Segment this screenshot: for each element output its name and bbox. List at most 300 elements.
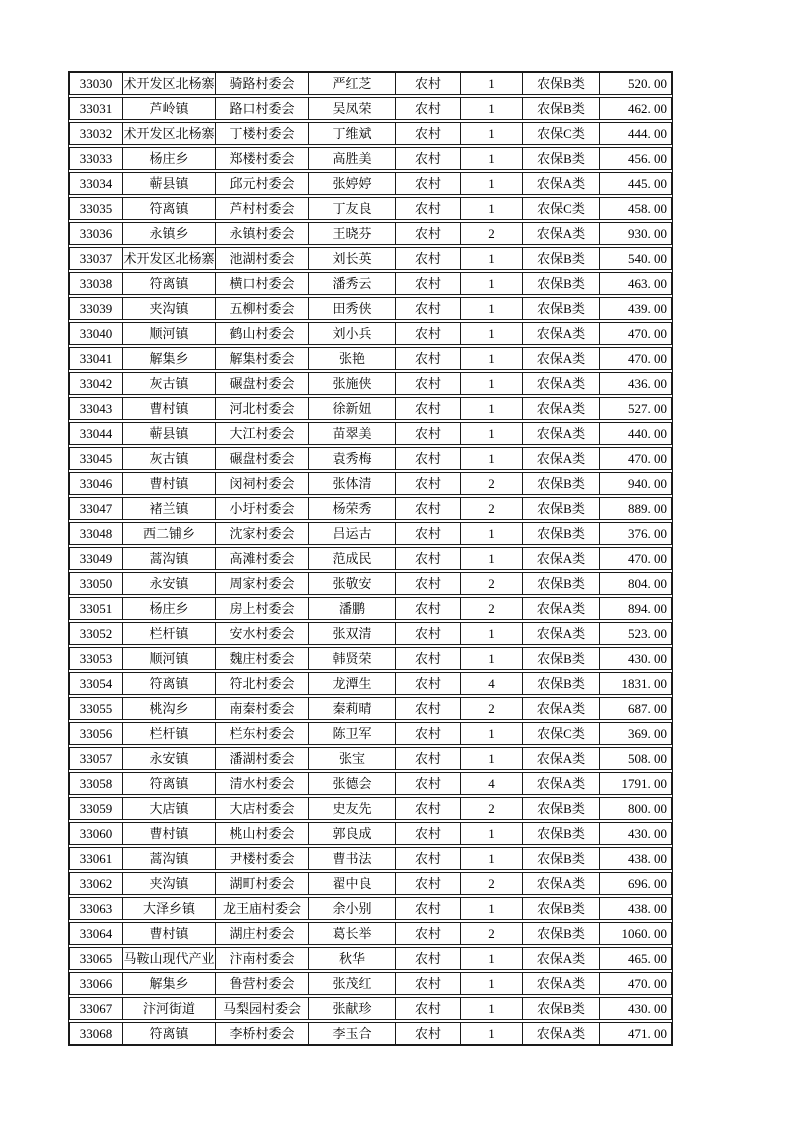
table-row xyxy=(69,297,672,320)
cell-village-committee: 李桥村委会 xyxy=(216,1023,309,1044)
cell-person-name: 张艳 xyxy=(309,348,396,369)
cell-village-committee: 解集村委会 xyxy=(216,348,309,369)
cell-residence-type: 农村 xyxy=(396,698,461,719)
cell-person-name: 刘长英 xyxy=(309,248,396,269)
table-row xyxy=(69,97,672,120)
cell-person-name: 丁维斌 xyxy=(309,123,396,144)
cell-residence-type: 农村 xyxy=(396,323,461,344)
table-row xyxy=(69,672,672,695)
table-row xyxy=(69,647,672,670)
cell-insurance-category: 农保A类 xyxy=(523,773,600,794)
cell-amount: 520. 00 xyxy=(628,76,667,91)
cell-person-name: 翟中良 xyxy=(309,873,396,894)
cell-person-name: 龙潭生 xyxy=(309,673,396,694)
cell-village-committee: 沈家村委会 xyxy=(216,523,309,544)
cell-residence-type: 农村 xyxy=(396,973,461,994)
cell-insurance-category: 农保B类 xyxy=(523,473,600,494)
cell-person-count: 2 xyxy=(461,498,523,519)
cell-insurance-category: 农保B类 xyxy=(523,248,600,269)
cell-record-id: 33050 xyxy=(70,573,123,594)
cell-town: 杨庄乡 xyxy=(123,598,216,619)
cell-village-committee: 符北村委会 xyxy=(216,673,309,694)
cell-person-name: 杨荣秀 xyxy=(309,498,396,519)
cell-amount: 456. 00 xyxy=(628,151,667,166)
cell-person-count: 1 xyxy=(461,373,523,394)
cell-insurance-category: 农保B类 xyxy=(523,898,600,919)
cell-village-committee: 路口村委会 xyxy=(216,98,309,119)
cell-person-count: 1 xyxy=(461,948,523,969)
cell-person-name: 严红芝 xyxy=(309,73,396,94)
cell-record-id: 33039 xyxy=(70,298,123,319)
cell-record-id: 33059 xyxy=(70,798,123,819)
cell-person-name: 张施侠 xyxy=(309,373,396,394)
cell-residence-type: 农村 xyxy=(396,448,461,469)
cell-person-count: 4 xyxy=(461,673,523,694)
cell-person-count: 1 xyxy=(461,248,523,269)
cell-village-committee: 大店村委会 xyxy=(216,798,309,819)
cell-record-id: 33051 xyxy=(70,598,123,619)
table-row xyxy=(69,522,672,545)
cell-amount: 438. 00 xyxy=(628,851,667,866)
cell-town: 芦岭镇 xyxy=(123,98,216,119)
cell-insurance-category: 农保A类 xyxy=(523,698,600,719)
cell-residence-type: 农村 xyxy=(396,248,461,269)
cell-record-id: 33062 xyxy=(70,873,123,894)
cell-record-id: 33052 xyxy=(70,623,123,644)
cell-village-committee: 河北村委会 xyxy=(216,398,309,419)
cell-record-id: 33045 xyxy=(70,448,123,469)
cell-town: 桃沟乡 xyxy=(123,698,216,719)
cell-person-name: 潘鹏 xyxy=(309,598,396,619)
cell-amount: 471. 00 xyxy=(628,1026,667,1041)
cell-insurance-category: 农保B类 xyxy=(523,998,600,1019)
cell-village-committee: 清水村委会 xyxy=(216,773,309,794)
cell-village-committee: 潘湖村委会 xyxy=(216,748,309,769)
cell-residence-type: 农村 xyxy=(396,273,461,294)
cell-residence-type: 农村 xyxy=(396,223,461,244)
table-row xyxy=(69,622,672,645)
cell-person-count: 2 xyxy=(461,223,523,244)
table-row xyxy=(69,847,672,870)
cell-record-id: 33044 xyxy=(70,423,123,444)
table-row xyxy=(69,972,672,995)
cell-village-committee: 龙王庙村委会 xyxy=(216,898,309,919)
cell-village-committee: 芦村村委会 xyxy=(216,198,309,219)
table-row xyxy=(69,822,672,845)
cell-town: 蒿沟镇 xyxy=(123,548,216,569)
cell-residence-type: 农村 xyxy=(396,798,461,819)
cell-person-name: 袁秀梅 xyxy=(309,448,396,469)
cell-residence-type: 农村 xyxy=(396,923,461,944)
cell-amount: 523. 00 xyxy=(628,626,667,641)
cell-person-count: 2 xyxy=(461,923,523,944)
cell-insurance-category: 农保B类 xyxy=(523,298,600,319)
cell-insurance-category: 农保B类 xyxy=(523,273,600,294)
cell-record-id: 33033 xyxy=(70,148,123,169)
cell-amount: 439. 00 xyxy=(628,301,667,316)
cell-person-name: 秋华 xyxy=(309,948,396,969)
cell-record-id: 33035 xyxy=(70,198,123,219)
cell-town: 大店镇 xyxy=(123,798,216,819)
cell-residence-type: 农村 xyxy=(396,723,461,744)
cell-record-id: 33040 xyxy=(70,323,123,344)
cell-town: 解集乡 xyxy=(123,973,216,994)
cell-village-committee: 郑楼村委会 xyxy=(216,148,309,169)
cell-insurance-category: 农保C类 xyxy=(523,198,600,219)
cell-amount: 1831. 00 xyxy=(621,676,667,691)
cell-village-committee: 碾盘村委会 xyxy=(216,373,309,394)
cell-residence-type: 农村 xyxy=(396,348,461,369)
cell-town: 符离镇 xyxy=(123,273,216,294)
table-row xyxy=(69,947,672,970)
cell-person-name: 王晓芬 xyxy=(309,223,396,244)
table-row xyxy=(69,547,672,570)
table-row xyxy=(69,472,672,495)
cell-person-count: 1 xyxy=(461,848,523,869)
cell-residence-type: 农村 xyxy=(396,873,461,894)
cell-record-id: 33031 xyxy=(70,98,123,119)
cell-amount: 438. 00 xyxy=(628,901,667,916)
cell-town: 西二铺乡 xyxy=(123,523,216,544)
cell-amount: 470. 00 xyxy=(628,451,667,466)
cell-town: 灰古镇 xyxy=(123,448,216,469)
cell-record-id: 33034 xyxy=(70,173,123,194)
cell-record-id: 33032 xyxy=(70,123,123,144)
cell-town: 蕲县镇 xyxy=(123,423,216,444)
cell-record-id: 33030 xyxy=(70,73,123,94)
cell-amount: 458. 00 xyxy=(628,201,667,216)
cell-residence-type: 农村 xyxy=(396,198,461,219)
cell-residence-type: 农村 xyxy=(396,498,461,519)
cell-person-count: 1 xyxy=(461,323,523,344)
cell-insurance-category: 农保B类 xyxy=(523,673,600,694)
cell-person-count: 1 xyxy=(461,73,523,94)
cell-amount: 369. 00 xyxy=(628,726,667,741)
cell-residence-type: 农村 xyxy=(396,298,461,319)
cell-record-id: 33048 xyxy=(70,523,123,544)
cell-person-name: 苗翠美 xyxy=(309,423,396,444)
cell-residence-type: 农村 xyxy=(396,948,461,969)
cell-insurance-category: 农保A类 xyxy=(523,173,600,194)
cell-village-committee: 骑路村委会 xyxy=(216,73,309,94)
cell-village-committee: 房上村委会 xyxy=(216,598,309,619)
cell-person-name: 张婷婷 xyxy=(309,173,396,194)
cell-town: 顺河镇 xyxy=(123,323,216,344)
cell-insurance-category: 农保A类 xyxy=(523,348,600,369)
cell-insurance-category: 农保B类 xyxy=(523,523,600,544)
cell-town: 曹村镇 xyxy=(123,473,216,494)
cell-town: 曹村镇 xyxy=(123,923,216,944)
table-row xyxy=(69,72,672,95)
cell-amount: 376. 00 xyxy=(628,526,667,541)
cell-amount: 470. 00 xyxy=(628,976,667,991)
cell-residence-type: 农村 xyxy=(396,173,461,194)
cell-person-count: 2 xyxy=(461,598,523,619)
table-row xyxy=(69,197,672,220)
cell-amount: 1060. 00 xyxy=(621,926,667,941)
cell-village-committee: 周家村委会 xyxy=(216,573,309,594)
cell-person-count: 1 xyxy=(461,198,523,219)
cell-village-committee: 马梨园村委会 xyxy=(216,998,309,1019)
cell-insurance-category: 农保B类 xyxy=(523,798,600,819)
cell-village-committee: 安水村委会 xyxy=(216,623,309,644)
cell-town: 顺河镇 xyxy=(123,648,216,669)
cell-amount: 800. 00 xyxy=(628,801,667,816)
cell-amount: 444. 00 xyxy=(628,126,667,141)
cell-insurance-category: 农保C类 xyxy=(523,123,600,144)
cell-record-id: 33042 xyxy=(70,373,123,394)
cell-town: 马鞍山现代产业 xyxy=(123,948,216,969)
table-row xyxy=(69,322,672,345)
cell-person-count: 1 xyxy=(461,623,523,644)
table-row xyxy=(69,747,672,770)
cell-town: 符离镇 xyxy=(123,1023,216,1044)
cell-insurance-category: 农保A类 xyxy=(523,623,600,644)
cell-residence-type: 农村 xyxy=(396,123,461,144)
cell-residence-type: 农村 xyxy=(396,848,461,869)
cell-village-committee: 南秦村委会 xyxy=(216,698,309,719)
cell-person-count: 1 xyxy=(461,398,523,419)
cell-residence-type: 农村 xyxy=(396,473,461,494)
table-row xyxy=(69,122,672,145)
cell-person-name: 潘秀云 xyxy=(309,273,396,294)
cell-residence-type: 农村 xyxy=(396,823,461,844)
cell-village-committee: 魏庄村委会 xyxy=(216,648,309,669)
cell-record-id: 33065 xyxy=(70,948,123,969)
cell-record-id: 33060 xyxy=(70,823,123,844)
cell-record-id: 33038 xyxy=(70,273,123,294)
cell-record-id: 33054 xyxy=(70,673,123,694)
cell-village-committee: 横口村委会 xyxy=(216,273,309,294)
table-row xyxy=(69,697,672,720)
cell-amount: 430. 00 xyxy=(628,826,667,841)
cell-town: 杨庄乡 xyxy=(123,148,216,169)
cell-insurance-category: 农保B类 xyxy=(523,848,600,869)
cell-insurance-category: 农保A类 xyxy=(523,748,600,769)
cell-person-count: 4 xyxy=(461,773,523,794)
cell-person-name: 张体清 xyxy=(309,473,396,494)
cell-person-name: 张献珍 xyxy=(309,998,396,1019)
cell-town: 解集乡 xyxy=(123,348,216,369)
cell-town: 栏杆镇 xyxy=(123,623,216,644)
cell-insurance-category: 农保B类 xyxy=(523,498,600,519)
table-row xyxy=(69,447,672,470)
cell-insurance-category: 农保A类 xyxy=(523,1023,600,1044)
cell-person-name: 范成民 xyxy=(309,548,396,569)
table-row xyxy=(69,997,672,1020)
table-row xyxy=(69,572,672,595)
cell-amount: 440. 00 xyxy=(628,426,667,441)
cell-insurance-category: 农保A类 xyxy=(523,223,600,244)
table-row xyxy=(69,172,672,195)
cell-town: 术开发区北杨寨 xyxy=(123,123,216,144)
table-row xyxy=(69,897,672,920)
cell-town: 夹沟镇 xyxy=(123,298,216,319)
cell-insurance-category: 农保A类 xyxy=(523,373,600,394)
cell-person-count: 1 xyxy=(461,448,523,469)
table-row xyxy=(69,722,672,745)
cell-amount: 508. 00 xyxy=(628,751,667,766)
cell-insurance-category: 农保A类 xyxy=(523,873,600,894)
cell-person-name: 李玉合 xyxy=(309,1023,396,1044)
cell-village-committee: 永镇村委会 xyxy=(216,223,309,244)
records-table xyxy=(68,71,673,1046)
cell-person-name: 韩贤荣 xyxy=(309,648,396,669)
cell-amount: 463. 00 xyxy=(628,276,667,291)
cell-person-count: 1 xyxy=(461,148,523,169)
cell-person-count: 2 xyxy=(461,873,523,894)
cell-insurance-category: 农保B类 xyxy=(523,98,600,119)
cell-person-name: 高胜美 xyxy=(309,148,396,169)
cell-record-id: 33055 xyxy=(70,698,123,719)
cell-person-name: 张敬安 xyxy=(309,573,396,594)
cell-record-id: 33057 xyxy=(70,748,123,769)
cell-town: 栏杆镇 xyxy=(123,723,216,744)
cell-person-count: 1 xyxy=(461,1023,523,1044)
cell-insurance-category: 农保B类 xyxy=(523,148,600,169)
cell-person-count: 1 xyxy=(461,823,523,844)
cell-amount: 470. 00 xyxy=(628,551,667,566)
table-row xyxy=(69,422,672,445)
cell-person-count: 1 xyxy=(461,273,523,294)
cell-person-count: 1 xyxy=(461,423,523,444)
cell-record-id: 33061 xyxy=(70,848,123,869)
cell-person-count: 1 xyxy=(461,723,523,744)
cell-person-name: 张双清 xyxy=(309,623,396,644)
cell-amount: 687. 00 xyxy=(628,701,667,716)
cell-town: 褚兰镇 xyxy=(123,498,216,519)
cell-insurance-category: 农保A类 xyxy=(523,548,600,569)
cell-residence-type: 农村 xyxy=(396,623,461,644)
cell-amount: 470. 00 xyxy=(628,351,667,366)
cell-person-count: 1 xyxy=(461,298,523,319)
cell-person-name: 史友先 xyxy=(309,798,396,819)
cell-insurance-category: 农保B类 xyxy=(523,648,600,669)
cell-person-name: 吕运古 xyxy=(309,523,396,544)
cell-town: 曹村镇 xyxy=(123,823,216,844)
cell-town: 永安镇 xyxy=(123,748,216,769)
cell-person-count: 1 xyxy=(461,348,523,369)
cell-town: 蕲县镇 xyxy=(123,173,216,194)
table-row xyxy=(69,372,672,395)
cell-residence-type: 农村 xyxy=(396,73,461,94)
cell-village-committee: 鹤山村委会 xyxy=(216,323,309,344)
cell-town: 大泽乡镇 xyxy=(123,898,216,919)
cell-amount: 465. 00 xyxy=(628,951,667,966)
cell-person-count: 2 xyxy=(461,573,523,594)
table-row xyxy=(69,597,672,620)
cell-amount: 889. 00 xyxy=(628,501,667,516)
cell-record-id: 33047 xyxy=(70,498,123,519)
cell-village-committee: 尹楼村委会 xyxy=(216,848,309,869)
cell-town: 符离镇 xyxy=(123,773,216,794)
cell-town: 蒿沟镇 xyxy=(123,848,216,869)
cell-record-id: 33053 xyxy=(70,648,123,669)
cell-amount: 804. 00 xyxy=(628,576,667,591)
table-row xyxy=(69,772,672,795)
cell-insurance-category: 农保B类 xyxy=(523,823,600,844)
cell-insurance-category: 农保B类 xyxy=(523,73,600,94)
cell-amount: 527. 00 xyxy=(628,401,667,416)
cell-person-count: 1 xyxy=(461,98,523,119)
cell-person-name: 秦莉晴 xyxy=(309,698,396,719)
table-row xyxy=(69,872,672,895)
cell-village-committee: 栏东村委会 xyxy=(216,723,309,744)
cell-village-committee: 汴南村委会 xyxy=(216,948,309,969)
table-row xyxy=(69,1022,672,1045)
cell-town: 曹村镇 xyxy=(123,398,216,419)
table-row xyxy=(69,272,672,295)
cell-village-committee: 湖庄村委会 xyxy=(216,923,309,944)
cell-person-count: 1 xyxy=(461,973,523,994)
table-row xyxy=(69,397,672,420)
cell-person-count: 1 xyxy=(461,748,523,769)
cell-amount: 445. 00 xyxy=(628,176,667,191)
cell-person-name: 田秀侠 xyxy=(309,298,396,319)
cell-residence-type: 农村 xyxy=(396,373,461,394)
cell-town: 永安镇 xyxy=(123,573,216,594)
cell-insurance-category: 农保A类 xyxy=(523,973,600,994)
cell-person-name: 曹书法 xyxy=(309,848,396,869)
cell-village-committee: 桃山村委会 xyxy=(216,823,309,844)
cell-person-name: 张德会 xyxy=(309,773,396,794)
cell-person-count: 1 xyxy=(461,648,523,669)
cell-record-id: 33058 xyxy=(70,773,123,794)
cell-amount: 1791. 00 xyxy=(621,776,667,791)
cell-insurance-category: 农保A类 xyxy=(523,323,600,344)
cell-amount: 430. 00 xyxy=(628,651,667,666)
cell-residence-type: 农村 xyxy=(396,148,461,169)
cell-insurance-category: 农保C类 xyxy=(523,723,600,744)
cell-person-name: 陈卫军 xyxy=(309,723,396,744)
cell-residence-type: 农村 xyxy=(396,98,461,119)
cell-residence-type: 农村 xyxy=(396,998,461,1019)
table-row xyxy=(69,922,672,945)
cell-person-count: 1 xyxy=(461,123,523,144)
cell-person-count: 1 xyxy=(461,523,523,544)
cell-person-count: 1 xyxy=(461,898,523,919)
cell-amount: 430. 00 xyxy=(628,1001,667,1016)
cell-record-id: 33064 xyxy=(70,923,123,944)
cell-village-committee: 碾盘村委会 xyxy=(216,448,309,469)
cell-residence-type: 农村 xyxy=(396,548,461,569)
cell-village-committee: 五柳村委会 xyxy=(216,298,309,319)
cell-amount: 462. 00 xyxy=(628,101,667,116)
cell-residence-type: 农村 xyxy=(396,773,461,794)
cell-insurance-category: 农保B类 xyxy=(523,923,600,944)
cell-record-id: 33063 xyxy=(70,898,123,919)
table-row xyxy=(69,347,672,370)
cell-village-committee: 湖町村委会 xyxy=(216,873,309,894)
table-row xyxy=(69,147,672,170)
table-row xyxy=(69,247,672,270)
cell-town: 夹沟镇 xyxy=(123,873,216,894)
cell-person-name: 丁友良 xyxy=(309,198,396,219)
cell-person-name: 吴凤荣 xyxy=(309,98,396,119)
cell-record-id: 33036 xyxy=(70,223,123,244)
cell-town: 永镇乡 xyxy=(123,223,216,244)
cell-person-count: 1 xyxy=(461,998,523,1019)
cell-town: 符离镇 xyxy=(123,673,216,694)
cell-residence-type: 农村 xyxy=(396,573,461,594)
cell-town: 汴河街道 xyxy=(123,998,216,1019)
cell-village-committee: 邱元村委会 xyxy=(216,173,309,194)
cell-person-count: 1 xyxy=(461,548,523,569)
cell-residence-type: 农村 xyxy=(396,648,461,669)
cell-person-name: 张茂红 xyxy=(309,973,396,994)
cell-record-id: 33037 xyxy=(70,248,123,269)
table-row xyxy=(69,222,672,245)
